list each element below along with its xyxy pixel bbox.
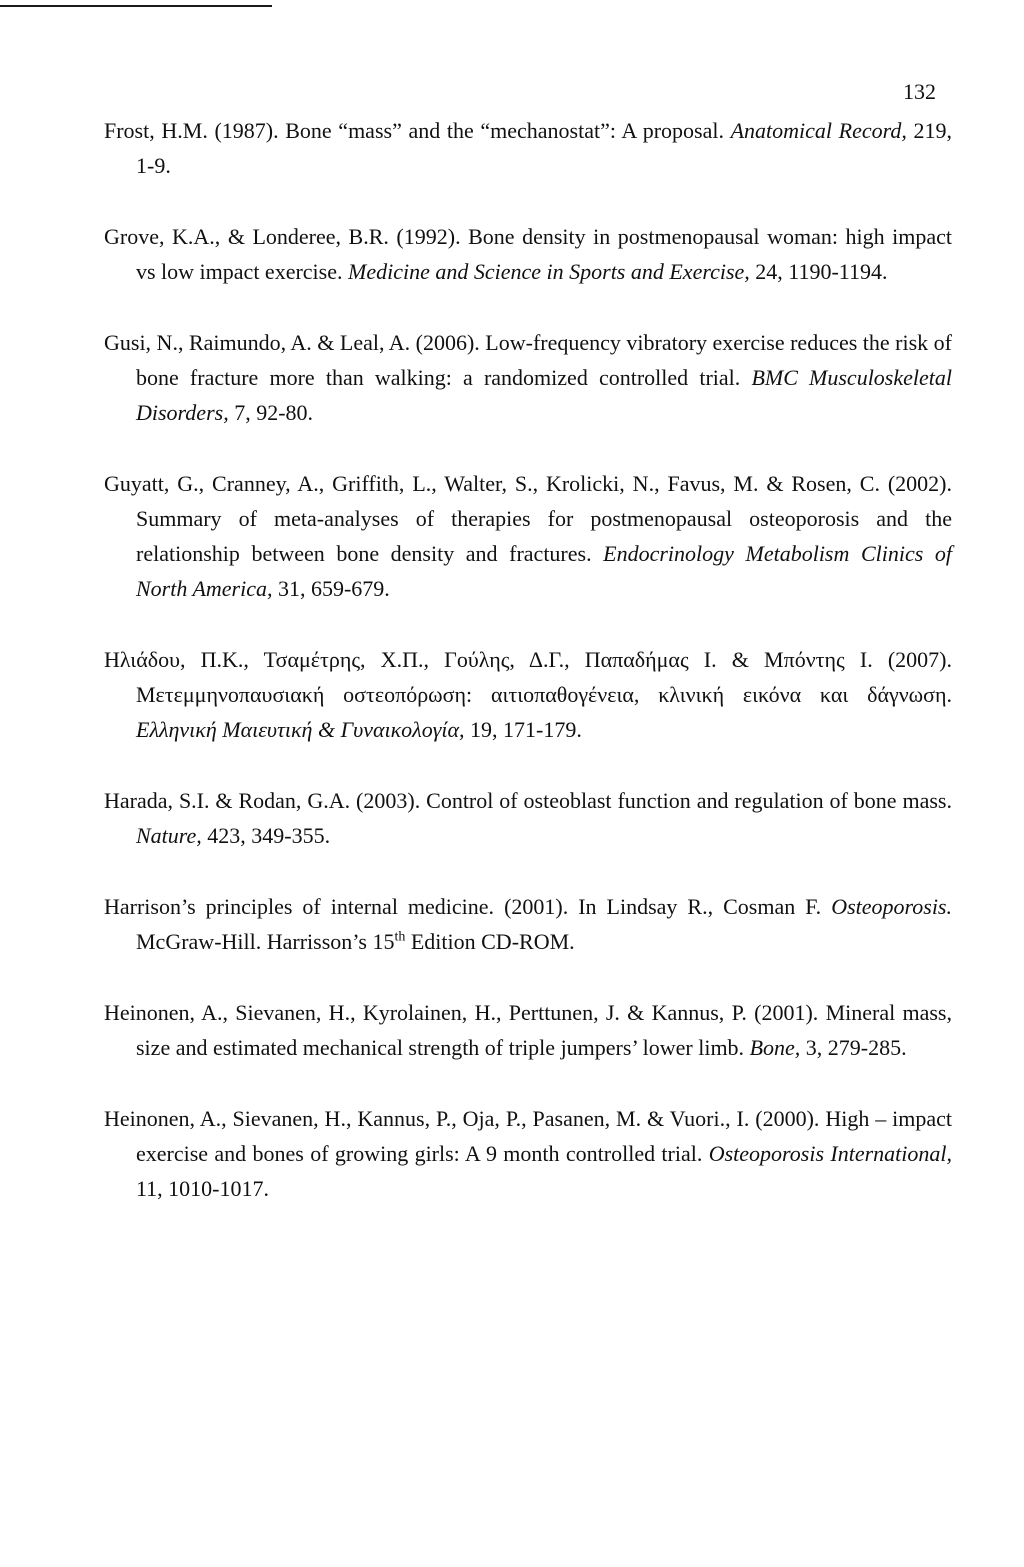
reference-entry <box>104 466 952 606</box>
reference-text: Guyatt, G., Cranney, A., Griffith, L., Walter, S., Krolicki, N., Favus, M. & Rosen, C. (2002). Summary of meta-analyses of therapies for postmenopausal osteoporosis and the relationship between bone density and fractures. <box>104 471 952 566</box>
reference-details: 219, 1-9. <box>136 118 953 178</box>
reference-details: 24, 1190-1194. <box>749 259 888 284</box>
reference-details: 3, 279-285. <box>800 1035 907 1060</box>
reference-text: Heinonen, A., Sievanen, H., Kannus, P., Oja, P., Pasanen, M. & Vuori., I. (2000). High – impact exercise and bones of growing girls: A 9 month controlled trial. <box>104 1106 952 1166</box>
edition-superscript: th <box>394 929 406 945</box>
journal-title: Endocrinology Metabolism Clinics of North America, <box>136 541 952 601</box>
reference-entry <box>104 113 952 183</box>
reference-details-before-superscript: McGraw-Hill. Harrisson’s 15 <box>136 929 395 954</box>
reference-details: 31, 659-679. <box>272 576 390 601</box>
reference-text: Harada, S.I. & Rodan, G.A. (2003). Control of osteoblast function and regulation of bone mass. <box>104 788 952 813</box>
journal-title: Ελληνική Μαιευτική & Γυναικολογία, <box>136 717 465 742</box>
reference-text: Grove, K.A., & Londeree, B.R. (1992). Bone density in postmenopausal woman: high impact vs low impact exercise. <box>104 224 952 284</box>
journal-title: Bone, <box>749 1035 801 1060</box>
reference-text: Heinonen, A., Sievanen, H., Kyrolainen, H., Perttunen, J. & Kannus, P. (2001). Mineral mass, size and estimated mechanical strength of triple jumpers’ lower limb. <box>104 1000 952 1060</box>
reference-text: Ηλιάδου, Π.Κ., Τσαμέτρης, Χ.Π., Γούλης, Δ.Γ., Παπαδήμας Ι. & Μπόντης Ι. (2007). Μετεμμηνοπαυσιακή οστεοπόρωση: αιτιοπαθογένεια, κλινική εικόνα και δάγνωση. <box>104 647 952 707</box>
reference-details: 19, 171-179. <box>464 717 582 742</box>
reference-details: Edition CD-ROM. <box>405 929 575 954</box>
reference-text: Frost, H.M. (1987). Bone “mass” and the “mechanostat”: A proposal. <box>104 118 731 143</box>
page-number: 132 <box>903 79 936 104</box>
reference-details: 7, 92-80. <box>228 400 314 425</box>
reference-text: Harrison’s principles of internal medicine. (2001). In Lindsay R., Cosman F. <box>104 894 832 919</box>
reference-entry <box>104 642 952 747</box>
reference-entry <box>104 889 952 959</box>
reference-entry <box>104 1101 952 1206</box>
journal-title: Osteoporosis International, <box>708 1141 952 1166</box>
journal-title: Anatomical Record, <box>730 118 907 143</box>
reference-list <box>104 113 952 1206</box>
reference-entry <box>104 325 952 430</box>
journal-title: BMC Musculoskeletal Disorders, <box>136 365 952 425</box>
reference-entry <box>104 995 952 1065</box>
journal-title: Medicine and Science in Sports and Exercise, <box>348 259 750 284</box>
reference-entry <box>104 219 952 289</box>
reference-text: Gusi, N., Raimundo, A. & Leal, A. (2006). Low-frequency vibratory exercise reduces the risk of bone fracture more than walking: a randomized controlled trial. <box>104 330 952 390</box>
top-rule <box>0 5 272 7</box>
reference-details: 423, 349-355. <box>201 823 331 848</box>
journal-title: Osteoporosis. <box>831 894 952 919</box>
reference-entry <box>104 783 952 853</box>
journal-title: Nature, <box>136 823 202 848</box>
reference-details: 11, 1010-1017. <box>136 1176 270 1201</box>
